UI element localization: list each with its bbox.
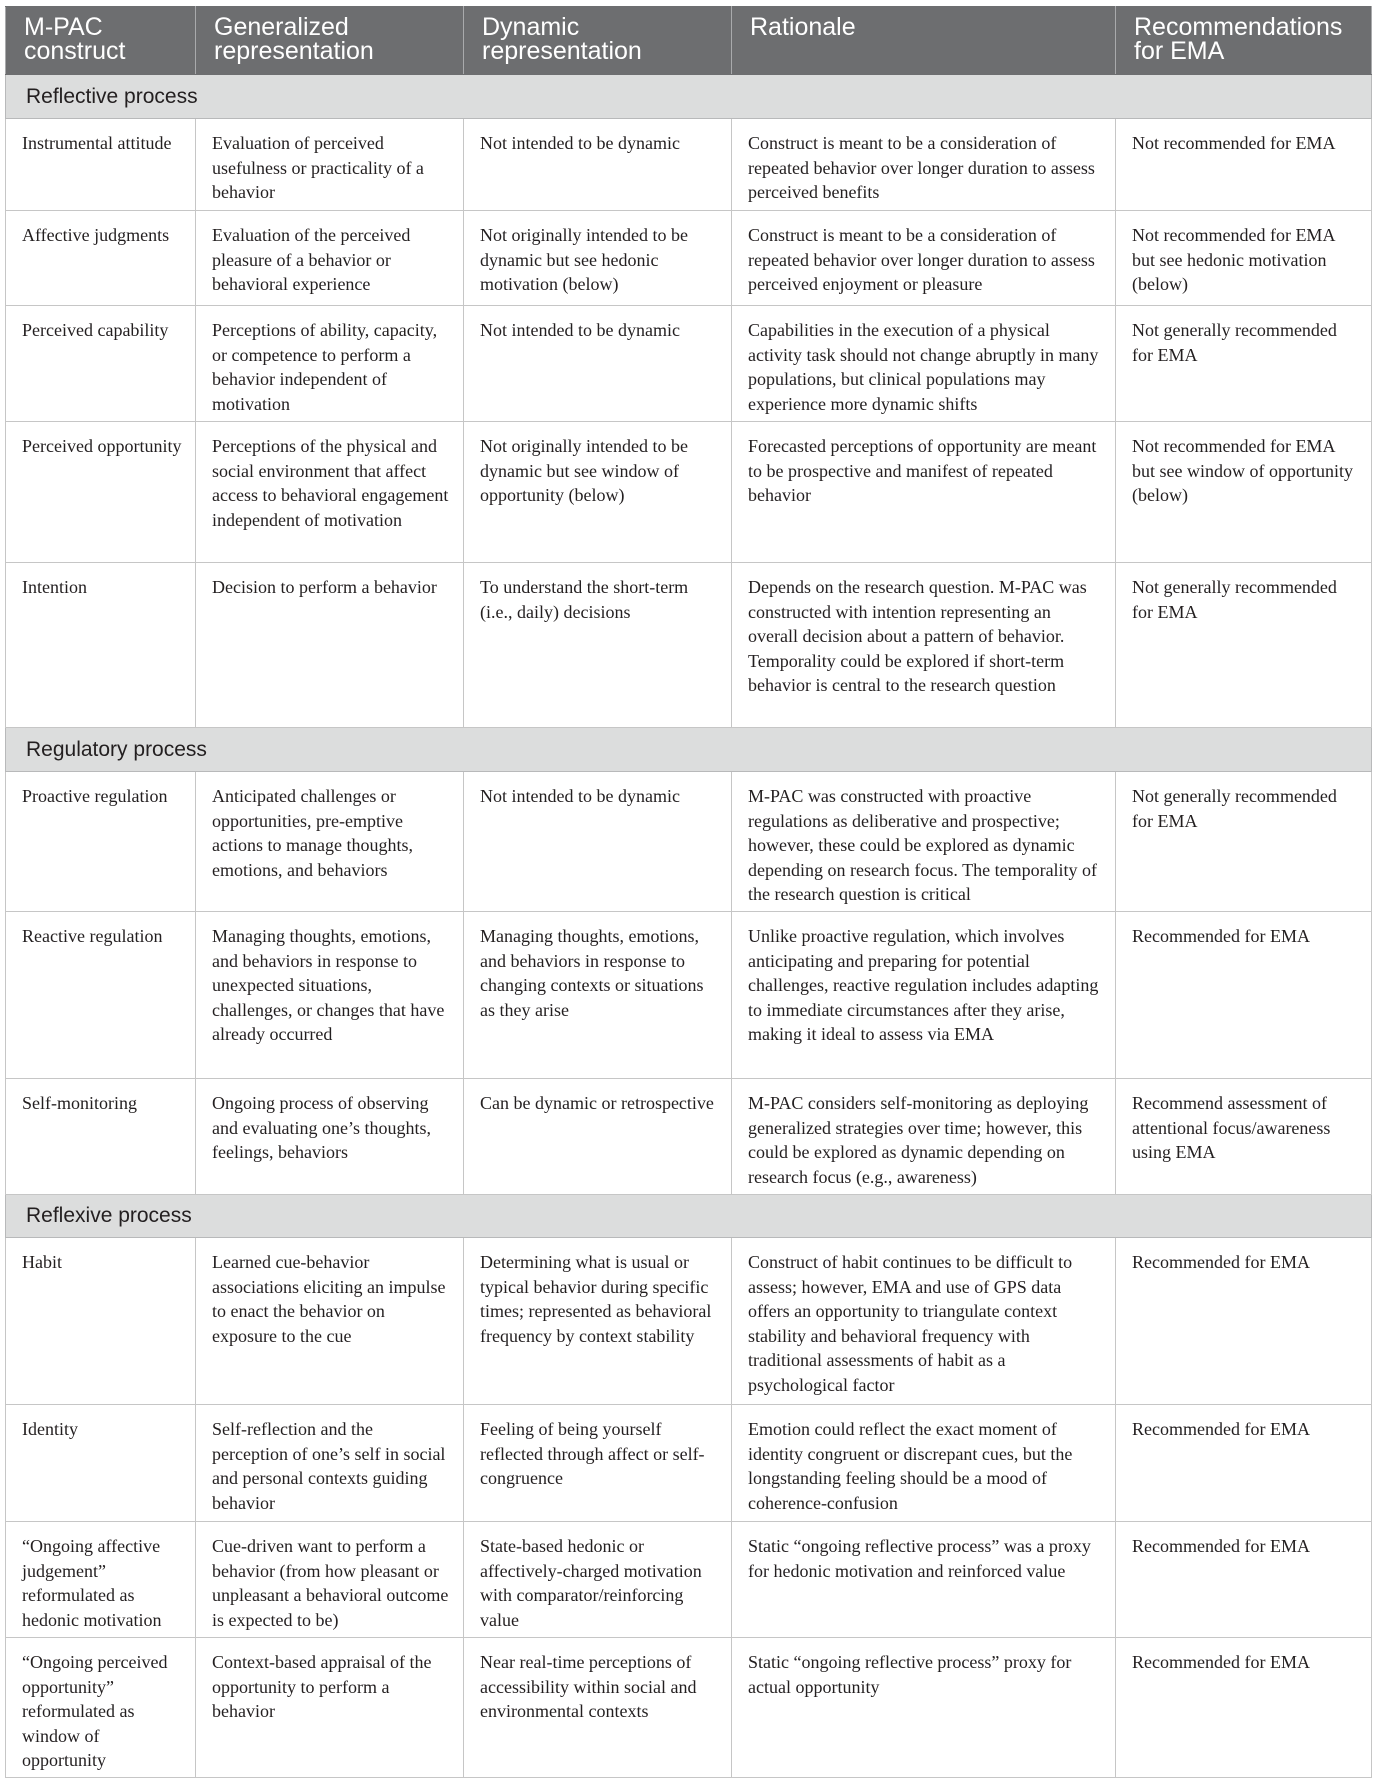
column-header-recommendations: Recommendations for EMA bbox=[1116, 7, 1372, 75]
cell-dynamic: Feeling of being yourself reflected through affect or self-congruence bbox=[464, 1405, 732, 1522]
cell-construct: Instrumental attitude bbox=[6, 119, 196, 211]
cell-construct: Reactive regulation bbox=[6, 912, 196, 1079]
cell-rationale: Capabilities in the execution of a physical activity task should not change abruptly in many populations, but clinical populations may experience more dynamic shifts bbox=[732, 306, 1116, 422]
table-row bbox=[6, 1079, 1372, 1195]
cell-generalized: Evaluation of perceived usefulness or practicality of a behavior bbox=[196, 119, 464, 211]
table-row bbox=[6, 912, 1372, 1079]
cell-generalized: Managing thoughts, emotions, and behaviors in response to unexpected situations, challenges, or changes that have already occurred bbox=[196, 912, 464, 1079]
cell-rationale: Static “ongoing reflective process” proxy for actual opportunity bbox=[732, 1638, 1116, 1778]
section-row bbox=[6, 1195, 1372, 1238]
cell-rationale: Depends on the research question. M-PAC was constructed with intention representing an overall decision about a pattern of behavior. Temporality could be explored if short-term behavior is central to the research question bbox=[732, 563, 1116, 728]
cell-recommendation: Not generally recommended for EMA bbox=[1116, 306, 1372, 422]
table-header bbox=[6, 7, 1372, 75]
cell-generalized: Self-reflection and the perception of one’s self in social and personal contexts guiding behavior bbox=[196, 1405, 464, 1522]
cell-recommendation: Not generally recommended for EMA bbox=[1116, 563, 1372, 728]
cell-construct: Intention bbox=[6, 563, 196, 728]
table-row bbox=[6, 306, 1372, 422]
table-row bbox=[6, 119, 1372, 211]
section-title: Reflexive process bbox=[6, 1195, 1372, 1238]
cell-rationale: Construct is meant to be a consideration of repeated behavior over longer duration to assess perceived benefits bbox=[732, 119, 1116, 211]
cell-recommendation: Recommended for EMA bbox=[1116, 1238, 1372, 1405]
cell-recommendation: Recommend assessment of attentional focus/awareness using EMA bbox=[1116, 1079, 1372, 1195]
cell-recommendation: Not recommended for EMA but see hedonic motivation (below) bbox=[1116, 211, 1372, 306]
cell-dynamic: Managing thoughts, emotions, and behaviors in response to changing contexts or situations as they arise bbox=[464, 912, 732, 1079]
cell-construct: Proactive regulation bbox=[6, 772, 196, 912]
table-row bbox=[6, 422, 1372, 563]
cell-rationale: M-PAC was constructed with proactive regulations as deliberative and prospective; however, these could be explored as dynamic depending on research focus. The temporality of the research question is critical bbox=[732, 772, 1116, 912]
table-row bbox=[6, 563, 1372, 728]
section-title: Regulatory process bbox=[6, 728, 1372, 772]
cell-dynamic: Not originally intended to be dynamic but see hedonic motivation (below) bbox=[464, 211, 732, 306]
cell-recommendation: Recommended for EMA bbox=[1116, 1638, 1372, 1778]
cell-dynamic: Near real-time perceptions of accessibility within social and environmental contexts bbox=[464, 1638, 732, 1778]
cell-rationale: Construct of habit continues to be difficult to assess; however, EMA and use of GPS data offers an opportunity to triangulate context stability and behavioral frequency with traditional assessments of habit as a psychological factor bbox=[732, 1238, 1116, 1405]
table-row bbox=[6, 1638, 1372, 1778]
cell-rationale: Static “ongoing reflective process” was a proxy for hedonic motivation and reinforced value bbox=[732, 1522, 1116, 1638]
cell-rationale: Emotion could reflect the exact moment of identity congruent or discrepant cues, but the longstanding feeling should be a mood of coherence-confusion bbox=[732, 1405, 1116, 1522]
cell-generalized: Perceptions of the physical and social environment that affect access to behavioral engagement independent of motivation bbox=[196, 422, 464, 563]
cell-construct: Perceived capability bbox=[6, 306, 196, 422]
cell-generalized: Cue-driven want to perform a behavior (from how pleasant or unpleasant a behavioral outcome is expected to be) bbox=[196, 1522, 464, 1638]
column-header-dynamic: Dynamic representation bbox=[464, 7, 732, 75]
cell-dynamic: Not originally intended to be dynamic but see window of opportunity (below) bbox=[464, 422, 732, 563]
cell-generalized: Context-based appraisal of the opportunity to perform a behavior bbox=[196, 1638, 464, 1778]
cell-rationale: M-PAC considers self-monitoring as deploying generalized strategies over time; however, this could be explored as dynamic depending on research focus (e.g., awareness) bbox=[732, 1079, 1116, 1195]
section-row bbox=[6, 728, 1372, 772]
cell-construct: Affective judgments bbox=[6, 211, 196, 306]
table-row bbox=[6, 1522, 1372, 1638]
cell-generalized: Evaluation of the perceived pleasure of a behavior or behavioral experience bbox=[196, 211, 464, 306]
cell-construct: Perceived opportunity bbox=[6, 422, 196, 563]
cell-recommendation: Recommended for EMA bbox=[1116, 912, 1372, 1079]
header-row bbox=[6, 7, 1372, 75]
table-body bbox=[6, 75, 1372, 1778]
cell-generalized: Anticipated challenges or opportunities, pre-emptive actions to manage thoughts, emotions, and behaviors bbox=[196, 772, 464, 912]
cell-rationale: Unlike proactive regulation, which involves anticipating and preparing for potential challenges, reactive regulation includes adapting to immediate circumstances after they arise, making it ideal to assess via EMA bbox=[732, 912, 1116, 1079]
table-row bbox=[6, 1405, 1372, 1522]
cell-dynamic: Not intended to be dynamic bbox=[464, 119, 732, 211]
cell-rationale: Forecasted perceptions of opportunity are meant to be prospective and manifest of repeated behavior bbox=[732, 422, 1116, 563]
cell-recommendation: Recommended for EMA bbox=[1116, 1522, 1372, 1638]
table-row bbox=[6, 211, 1372, 306]
cell-recommendation: Not recommended for EMA but see window of opportunity (below) bbox=[1116, 422, 1372, 563]
cell-dynamic: To understand the short-term (i.e., daily) decisions bbox=[464, 563, 732, 728]
cell-dynamic: Not intended to be dynamic bbox=[464, 772, 732, 912]
cell-construct: “Ongoing affective judgement” reformulated as hedonic motivation bbox=[6, 1522, 196, 1638]
column-header-construct: M-PAC construct bbox=[6, 7, 196, 75]
cell-generalized: Decision to perform a behavior bbox=[196, 563, 464, 728]
cell-dynamic: State-based hedonic or affectively-charged motivation with comparator/reinforcing value bbox=[464, 1522, 732, 1638]
cell-recommendation: Recommended for EMA bbox=[1116, 1405, 1372, 1522]
section-row bbox=[6, 75, 1372, 119]
cell-generalized: Perceptions of ability, capacity, or competence to perform a behavior independent of motivation bbox=[196, 306, 464, 422]
table-row bbox=[6, 772, 1372, 912]
cell-construct: “Ongoing perceived opportunity” reformulated as window of opportunity bbox=[6, 1638, 196, 1778]
table-row bbox=[6, 1238, 1372, 1405]
cell-generalized: Learned cue-behavior associations eliciting an impulse to enact the behavior on exposure to the cue bbox=[196, 1238, 464, 1405]
cell-dynamic: Can be dynamic or retrospective bbox=[464, 1079, 732, 1195]
column-header-generalized: Generalized representation bbox=[196, 7, 464, 75]
cell-recommendation: Not recommended for EMA bbox=[1116, 119, 1372, 211]
cell-dynamic: Not intended to be dynamic bbox=[464, 306, 732, 422]
cell-construct: Identity bbox=[6, 1405, 196, 1522]
section-title: Reflective process bbox=[6, 75, 1372, 119]
cell-dynamic: Determining what is usual or typical behavior during specific times; represented as behavioral frequency by context stability bbox=[464, 1238, 732, 1405]
cell-recommendation: Not generally recommended for EMA bbox=[1116, 772, 1372, 912]
cell-construct: Habit bbox=[6, 1238, 196, 1405]
mpac-table bbox=[5, 6, 1372, 1778]
column-header-rationale: Rationale bbox=[732, 7, 1116, 75]
cell-construct: Self-monitoring bbox=[6, 1079, 196, 1195]
cell-generalized: Ongoing process of observing and evaluating one’s thoughts, feelings, behaviors bbox=[196, 1079, 464, 1195]
cell-rationale: Construct is meant to be a consideration of repeated behavior over longer duration to assess perceived enjoyment or pleasure bbox=[732, 211, 1116, 306]
